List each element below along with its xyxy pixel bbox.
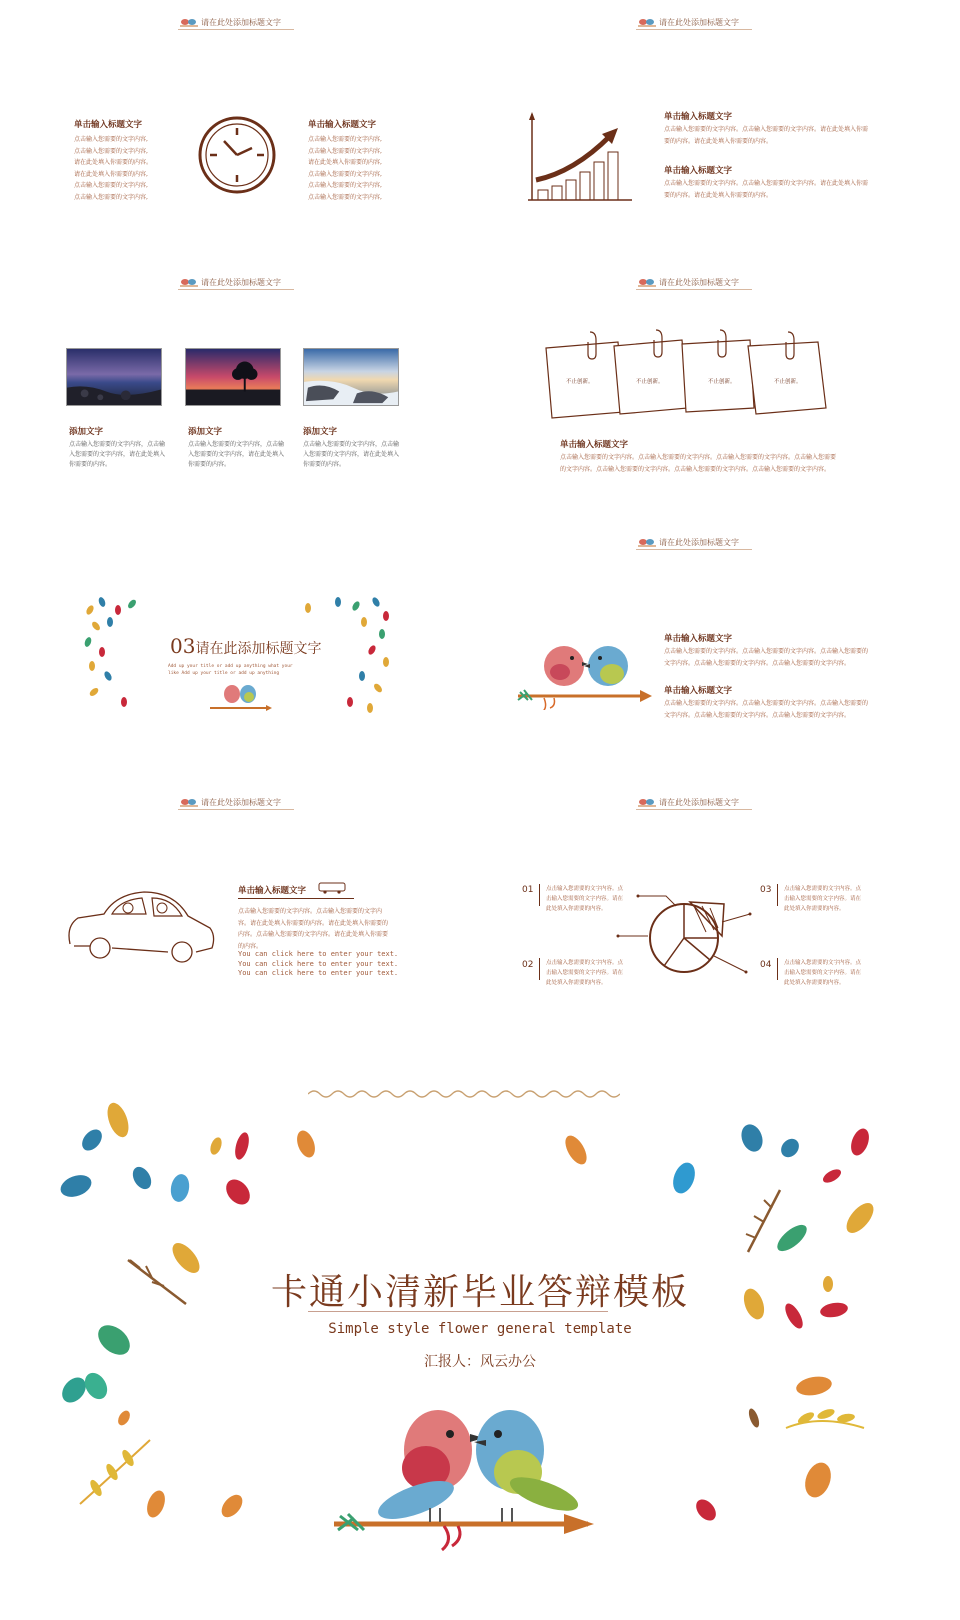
seascape-photo-1 (66, 348, 162, 406)
english-line: You can click here to enter your text. (238, 969, 399, 977)
slide-header (458, 792, 928, 812)
birds-icon (638, 537, 656, 547)
slide-growth[interactable] (458, 0, 928, 260)
photo-3-text: 点击输入您需要的文字内容，点击输入您需要的文字内容，请在此处填入你需要的内容。 (303, 441, 400, 468)
slide-pie[interactable] (458, 780, 928, 1040)
heading-1: 单击输入标题文字 (664, 634, 733, 644)
kissing-birds-illustration (334, 1388, 594, 1554)
left-text (74, 134, 184, 203)
slide-clock[interactable] (0, 0, 470, 260)
birds-icon (180, 797, 198, 807)
car-sketch-icon (64, 886, 218, 972)
text-line: 点击输入您需要的文字内容, (74, 147, 148, 155)
slide-section-03[interactable] (0, 520, 470, 780)
note-label-4: 不止创新。 (774, 379, 802, 385)
clock-icon (192, 114, 282, 196)
bus-icon (318, 882, 346, 894)
item-02-divider (539, 958, 540, 980)
header-text: 请在此处添加标题文字 (659, 798, 739, 807)
birds-icon (638, 797, 656, 807)
header-divider (178, 809, 294, 810)
header-divider (636, 549, 752, 550)
item-text-04: 点击输入您需要的文字内容。点击输入您需要的文字内容。请在此处填入你需要的内容。 (784, 960, 862, 986)
car-heading: 单击输入标题文字 (238, 886, 307, 896)
header-text: 请在此处添加标题文字 (201, 798, 281, 807)
cover-title-divider (308, 1311, 608, 1312)
subtitle-line: like Add up your title or add up anything (168, 671, 280, 676)
notes-text: 点击输入您需要的文字内容。点击输入您需要的文字内容。点击输入您需要的文字内容。点击输入您需要的文字内容。点击输入您需要的文字内容。点击输入您需要的文字内容。点击输入您需要的文字内容。 (560, 454, 837, 473)
text-2: 点击输入您需要的文字内容。点击输入您需要的文字内容。请在此处填入你需要的内容。请在此处填入你需要的内容。 (664, 180, 869, 199)
english-line: You can click here to enter your text. (238, 959, 399, 968)
paper-notes-illustration (542, 328, 842, 424)
slide-header (0, 12, 470, 32)
item-01-divider (539, 884, 540, 906)
header-text: 请在此处添加标题文字 (659, 18, 739, 27)
cover-reporter: 汇报人：风云办公 (424, 1354, 536, 1370)
left-heading: 单击输入标题文字 (74, 120, 143, 130)
slide-notes[interactable] (458, 260, 928, 520)
birds-on-arrow-illustration (514, 638, 654, 710)
item-04-divider (777, 958, 778, 980)
sunset-tree-photo (185, 348, 281, 406)
text-line: 点击输入您需要的文字内容, (308, 170, 382, 178)
subtitle-line: Add up your title or add up anything what your (168, 664, 293, 669)
item-text-03: 点击输入您需要的文字内容。点击输入您需要的文字内容。请在此处填入你需要的内容。 (784, 886, 862, 912)
photo-2-text: 点击输入您需要的文字内容，点击输入您需要的文字内容，请在此处填入你需要的内容。 (188, 441, 285, 468)
car-heading-divider (238, 898, 354, 899)
header-text: 请在此处添加标题文字 (659, 538, 739, 547)
waves-rocks-photo (303, 348, 399, 406)
text-line: 点击输入您需要的文字内容, (308, 182, 382, 189)
text-1: 点击输入您需要的文字内容。点击输入您需要的文字内容。点击输入您需要的文字内容。点击输入您需要的文字内容。点击输入您需要的文字内容。 (664, 648, 869, 667)
photo-1-title: 添加文字 (69, 427, 104, 437)
text-line: 点击输入您需要的文字内容, (74, 182, 148, 189)
english-line: You can click here to enter your text. (238, 950, 399, 958)
header-divider (178, 29, 294, 30)
notes-heading: 单击输入标题文字 (560, 440, 629, 450)
heading-1: 单击输入标题文字 (664, 112, 733, 122)
slide-photos[interactable] (0, 260, 470, 520)
header-divider (636, 809, 752, 810)
birds-icon (638, 277, 656, 287)
heading-2: 单击输入标题文字 (664, 166, 733, 176)
growth-chart-icon (524, 110, 634, 206)
note-label-1: 不止创新。 (566, 379, 594, 385)
text-line: 点击输入您需要的文字内容, (74, 193, 148, 201)
car-english-text (238, 950, 398, 979)
slide-header (0, 272, 470, 292)
cover-slide[interactable] (0, 1068, 960, 1620)
item-number-03: 03 (760, 885, 772, 895)
slide-birds[interactable] (458, 520, 928, 780)
text-line: 请在此处填入你需要的内容。 (74, 159, 153, 166)
header-text: 请在此处添加标题文字 (201, 278, 281, 287)
cover-title: 卡通小清新毕业答辩模板 (270, 1272, 689, 1313)
birds-icon (180, 277, 198, 287)
text-line: 请在此处填入你需要的内容, (308, 159, 382, 166)
heading-2: 单击输入标题文字 (664, 686, 733, 696)
text-line: 点击输入您需要的文字内容, (308, 147, 382, 155)
car-text: 点击输入您需要的文字内容。点击输入您需要的文字内容。请在此处填入你需要的内容。请在此处填入你需要的内容。点击输入您需要的文字内容。请在此处填入你需要的内容。 (238, 908, 389, 950)
item-number-04: 04 (760, 960, 772, 970)
header-divider (636, 289, 752, 290)
section-title: 请在此添加标题文字 (195, 641, 322, 657)
section-number: 03 (170, 634, 196, 658)
text-1: 点击输入您需要的文字内容。点击输入您需要的文字内容。请在此处填入你需要的内容。请在此处填入你需要的内容。 (664, 126, 869, 145)
item-text-01: 点击输入您需要的文字内容。点击输入您需要的文字内容。请在此处填入你需要的内容。 (546, 886, 624, 912)
birds-icon (638, 17, 656, 27)
right-text (308, 134, 418, 203)
slide-header (0, 792, 470, 812)
text-2: 点击输入您需要的文字内容。点击输入您需要的文字内容。点击输入您需要的文字内容。点击输入您需要的文字内容。点击输入您需要的文字内容。 (664, 700, 869, 719)
cover-subtitle: Simple style flower general template (328, 1321, 632, 1337)
header-text: 请在此处添加标题文字 (659, 278, 739, 287)
slide-car[interactable] (0, 780, 470, 1040)
item-text-02: 点击输入您需要的文字内容。点击输入您需要的文字内容。请在此处填入你需要的内容。 (546, 960, 624, 986)
section-subtitle (168, 663, 293, 677)
note-label-2: 不止创新。 (636, 379, 664, 385)
slide-header (458, 532, 928, 552)
two-birds-icon (208, 680, 272, 716)
section-title-row (170, 634, 321, 658)
photo-3-title: 添加文字 (303, 427, 338, 437)
text-line: 点击输入您需要的文字内容, (74, 136, 148, 143)
photo-2-title: 添加文字 (188, 427, 223, 437)
item-number-01: 01 (522, 885, 534, 895)
pie-sketch-icon (614, 892, 754, 982)
header-text: 请在此处添加标题文字 (201, 18, 281, 27)
text-line: 点击输入您需要的文字内容, (308, 136, 382, 143)
slide-header (458, 272, 928, 292)
slide-header (458, 12, 928, 32)
item-number-02: 02 (522, 960, 534, 970)
photo-1-text: 点击输入您需要的文字内容，点击输入您需要的文字内容，请在此处填入你需要的内容。 (69, 441, 166, 468)
text-line: 请在此处填入你需要的内容, (74, 170, 148, 178)
birds-icon (180, 17, 198, 27)
note-label-3: 不止创新。 (708, 379, 736, 385)
text-line: 点击输入您需要的文字内容, (308, 193, 382, 201)
header-divider (178, 289, 294, 290)
right-heading: 单击输入标题文字 (308, 120, 377, 130)
header-divider (636, 29, 752, 30)
item-03-divider (777, 884, 778, 906)
